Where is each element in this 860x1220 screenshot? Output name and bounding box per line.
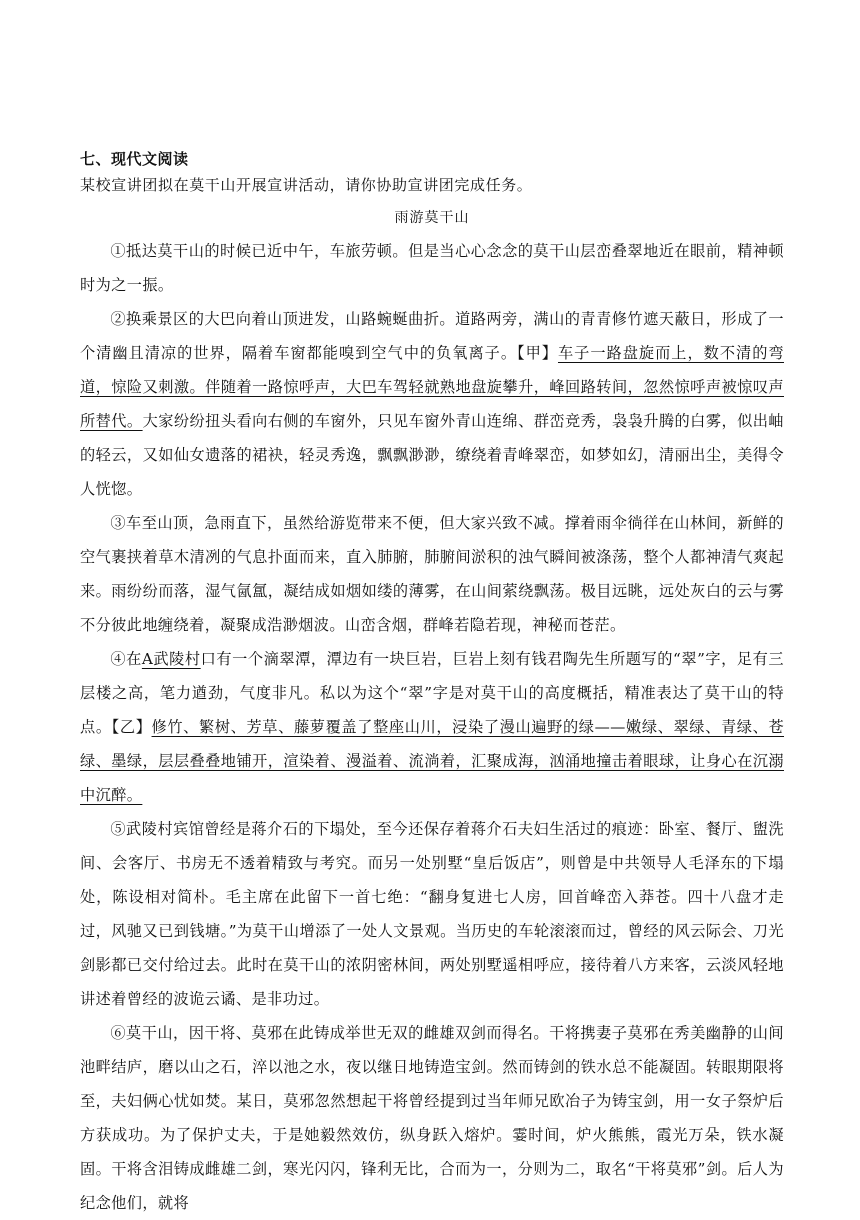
paragraph-2: [80, 302, 784, 506]
underlined-passage-jia: 车子一路盘旋而上，数不清的弯道，惊险又刺激。伴随着一路惊呼声，大巴车驾轻就熟地盘旋攀升，峰回路转间，忽然惊呼声被惊叹声所替代。: [80, 344, 784, 430]
article-title: 雨游莫干山: [394, 210, 470, 226]
underlined-place-a: A武陵村: [141, 650, 201, 668]
paragraph-3: ③车至山顶，急雨直下，虽然给游览带来不便，但大家兴致不减。撑着雨伞徜徉在山林间，新鲜的空气裹挟着草木清冽的气息扑面而来，直入肺腑，肺腑间淤积的浊气瞬间被涤荡，整个人都神清气爽起来。雨纷纷而落，湿气氤氲，凝结成如烟如缕的薄雾，在山间萦绕飘荡。极目远眺，远处灰白的云与雾不分彼此地缠绕着，凝聚成浩渺烟波。山峦含烟，群峰若隐若现，神秘而苍茫。: [80, 514, 784, 634]
paragraph-1: ①抵达莫干山的时候已近中午，车旅劳顿。但是当心心念念的莫干山层峦叠翠地近在眼前，精神顿时为之一振。: [80, 242, 784, 294]
paragraph-2-text: ②换乘景区的大巴向着山顶进发，山路蜿蜒曲折。道路两旁，满山的青青修竹遮天蔽日，形成了一个清幽且清凉的世界，隔着车窗都能嗅到空气中的负氧离子。【甲】: [80, 310, 784, 362]
paragraph-6: ⑥莫干山，因干将、莫邪在此铸成举世无双的雌雄双剑而得名。干将携妻子莫邪在秀美幽静的山间池畔结庐，磨以山之石，淬以池之水，夜以继日地铸造宝剑。然而铸剑的铁水总不能凝固。转眼期限将至，夫妇俩心忧如焚。某日，莫邪忽然想起干将曾经提到过当年师兄欧冶子为铸宝剑，用一女子祭炉后方获成功。为了保护丈夫，于是她毅然效仿，纵身跃入熔炉。霎时间，炉火熊熊，霞光万朵，铁水凝固。干将含泪铸成雌雄二剑，寒光闪闪，锋利无比，合而为一，分则为二，取名“干将莫邪”剑。后人为纪念他们，就将: [80, 1024, 784, 1212]
paragraph-4: [80, 642, 784, 812]
document-content: [80, 146, 784, 1220]
paragraph-2-continued: 大家纷纷扭头看向右侧的车窗外，只见车窗外青山连绵、群峦竞秀，袅袅升腾的白雾，似出岫的轻云，又如仙女遗落的裙袂，轻灵秀逸，飘飘渺渺，缭绕着青峰翠峦，如梦如幻，清丽出尘，美得令人恍惚。: [80, 412, 784, 498]
underlined-passage-yi: 修竹、繁树、芳草、藤萝覆盖了整座山川，浸染了漫山遍野的绿——嫩绿、翠绿、青绿、苍绿、墨绿，层层叠叠地铺开，渲染着、漫溢着、流淌着，汇聚成海，汹涌地撞击着眼球，让身心在沉溺中沉醉。: [80, 718, 785, 804]
section-heading: 七、现代文阅读: [80, 150, 189, 168]
task-intro: 某校宣讲团拟在莫干山开展宣讲活动，请你协助宣讲团完成任务。: [80, 176, 533, 194]
paragraph-4-start: ④在: [110, 650, 142, 668]
paragraph-5: ⑤武陵村宾馆曾经是蒋介石的下塌处，至今还保存着蒋介石夫妇生活过的痕迹：卧室、餐厅、盥洗间、会客厅、书房无不透着精致与考究。而另一处别墅“皇后饭店”，则曾是中共领导人毛泽东的下塌处，陈设相对简朴。毛主席在此留下一首七绝：“翻身复进七人房，回首峰峦入莽苍。四十八盘才走过，风驰又已到钱塘。”为莫干山增添了一处人文景观。当历史的车轮滚滚而过，曾经的风云际会、刀光剑影都已交付给过去。此时在莫干山的浓阴密林间，两处别墅遥相呼应，接待着八方来客，云淡风轻地讲述着曾经的波诡云谲、是非功过。: [80, 820, 784, 1008]
paragraph-4-text: 口有一个滴翠潭，潭边有一块巨岩，巨岩上刻有钱君陶先生所题写的“翠”字，足有三层楼之高，笔力遒劲，气度非凡。私以为这个“翠”字是对莫干山的高度概括，精准表达了莫干山的特点。【乙】: [80, 650, 784, 736]
